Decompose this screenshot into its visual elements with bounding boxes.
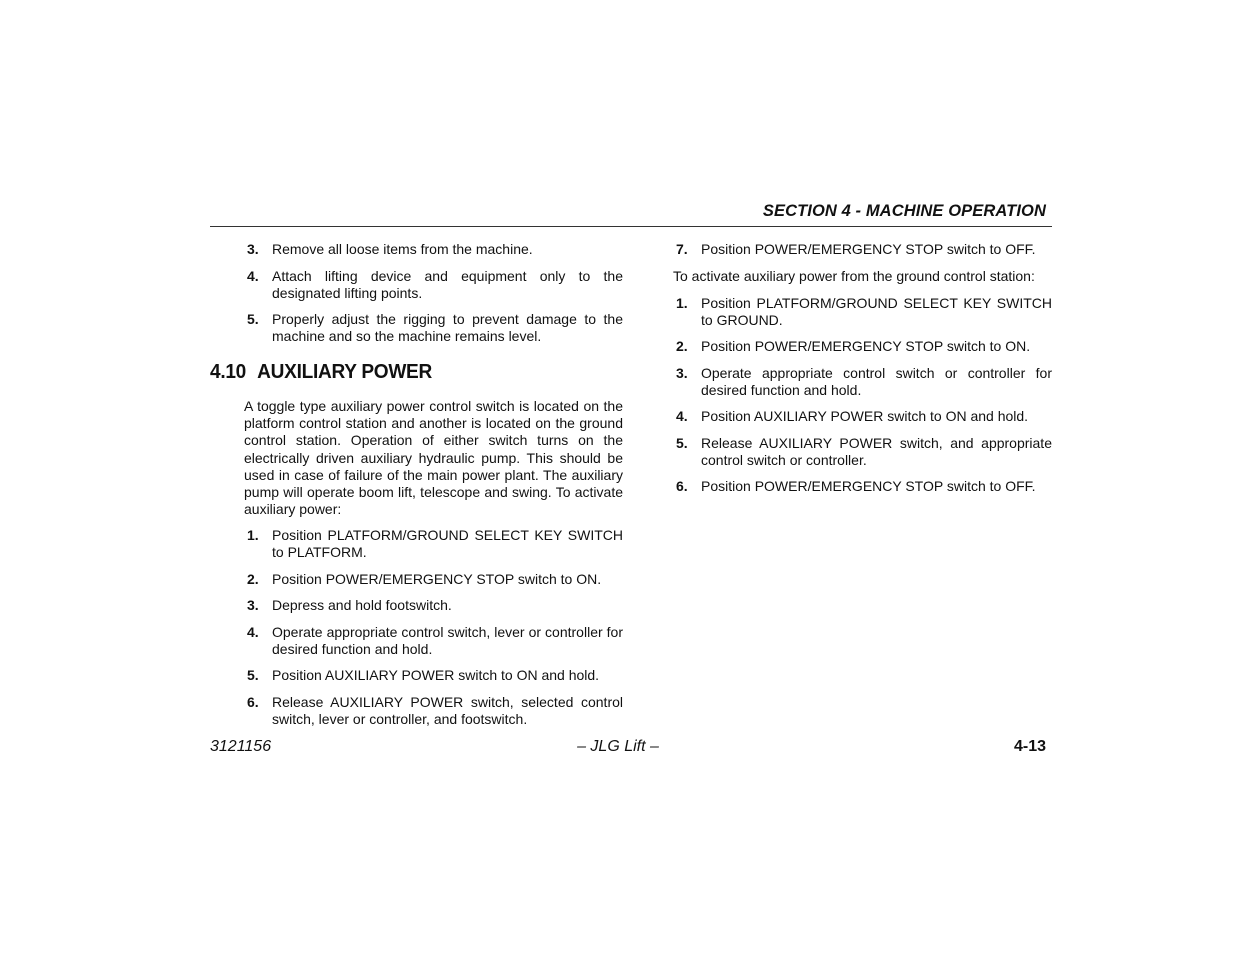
footer-brand: – JLG Lift –	[577, 738, 659, 755]
step-number: 6.	[247, 693, 259, 710]
section-title: AUXILIARY POWER	[257, 360, 432, 383]
list-item	[210, 667, 623, 684]
list-item	[210, 624, 623, 658]
list-item	[673, 241, 1052, 258]
step-number: 2.	[676, 338, 688, 355]
step-number: 5.	[676, 434, 688, 451]
step-number: 3.	[676, 364, 688, 381]
list-item	[673, 338, 1052, 355]
list-item	[673, 435, 1052, 469]
step-text: Position PLATFORM/GROUND SELECT KEY SWITCH to PLATFORM.	[272, 527, 623, 561]
step-number: 4.	[247, 267, 259, 284]
left-column	[210, 241, 623, 737]
list-item	[673, 295, 1052, 329]
footer-page-number: 4-13	[1013, 738, 1046, 755]
step-number: 4.	[247, 623, 259, 640]
step-number: 5.	[247, 667, 259, 684]
step-number: 4.	[676, 408, 688, 425]
step-text: Position POWER/EMERGENCY STOP switch to OFF.	[701, 241, 1036, 257]
step-number: 1.	[676, 294, 688, 311]
list-item	[210, 311, 623, 345]
list-item	[210, 268, 623, 302]
list-item	[210, 694, 623, 728]
section-heading	[210, 360, 594, 384]
step-text: Release AUXILIARY POWER switch, selected control switch, lever or controller, and footswitch.	[272, 693, 623, 727]
step-text: Depress and hold footswitch.	[272, 597, 452, 614]
step-number: 1.	[247, 527, 259, 544]
step-text: Operate appropriate control switch or controller for desired function and hold.	[701, 364, 1052, 398]
list-item	[210, 571, 623, 588]
step-text: Position AUXILIARY POWER switch to ON and hold.	[272, 667, 600, 684]
section-header: SECTION 4 - MACHINE OPERATION	[762, 202, 1046, 220]
step-text: Position POWER/EMERGENCY STOP switch to ON.	[272, 570, 602, 587]
step-text: Position PLATFORM/GROUND SELECT KEY SWITCH to GROUND.	[701, 294, 1052, 328]
step-text: Position POWER/EMERGENCY STOP switch to ON.	[701, 338, 1031, 355]
list-item	[210, 597, 623, 614]
step-number: 3.	[247, 241, 259, 257]
ground-intro-paragraph: To activate auxiliary power from the ground control station:	[673, 267, 1035, 284]
list-item	[210, 527, 623, 561]
right-column	[673, 241, 1052, 505]
header-rule	[210, 226, 1052, 227]
list-item	[673, 408, 1052, 425]
step-number: 7.	[676, 241, 688, 257]
step-text: Properly adjust the rigging to prevent damage to the machine and so the machine remains level.	[272, 311, 623, 344]
step-text: Position POWER/EMERGENCY STOP switch to OFF.	[701, 478, 1036, 495]
step-text: Remove all loose items from the machine.	[272, 241, 533, 257]
step-text: Attach lifting device and equipment only to the designated lifting points.	[272, 267, 623, 301]
step-number: 3.	[247, 597, 259, 614]
intro-paragraph: A toggle type auxiliary power control switch is located on the platform control station and another is located on the ground control station. Operation of either switch turns on the electrically driven auxiliary hydraulic pump. This should be used in case of failure of the main power plant. The auxiliary pump will operate boom lift, telescope and swing. To activate auxiliary power:	[244, 398, 623, 518]
list-item	[673, 365, 1052, 399]
list-item	[673, 478, 1052, 495]
footer-doc-number: 3121156	[210, 738, 272, 755]
step-text: Position AUXILIARY POWER switch to ON and hold.	[701, 408, 1029, 425]
step-text: Release AUXILIARY POWER switch, and appropriate control switch or controller.	[701, 434, 1052, 468]
list-item	[210, 241, 623, 258]
step-number: 6.	[676, 478, 688, 495]
step-number: 5.	[247, 311, 259, 327]
step-text: Operate appropriate control switch, lever or controller for desired function and hold.	[272, 623, 623, 657]
section-number: 4.10	[210, 360, 246, 383]
step-number: 2.	[247, 570, 259, 587]
